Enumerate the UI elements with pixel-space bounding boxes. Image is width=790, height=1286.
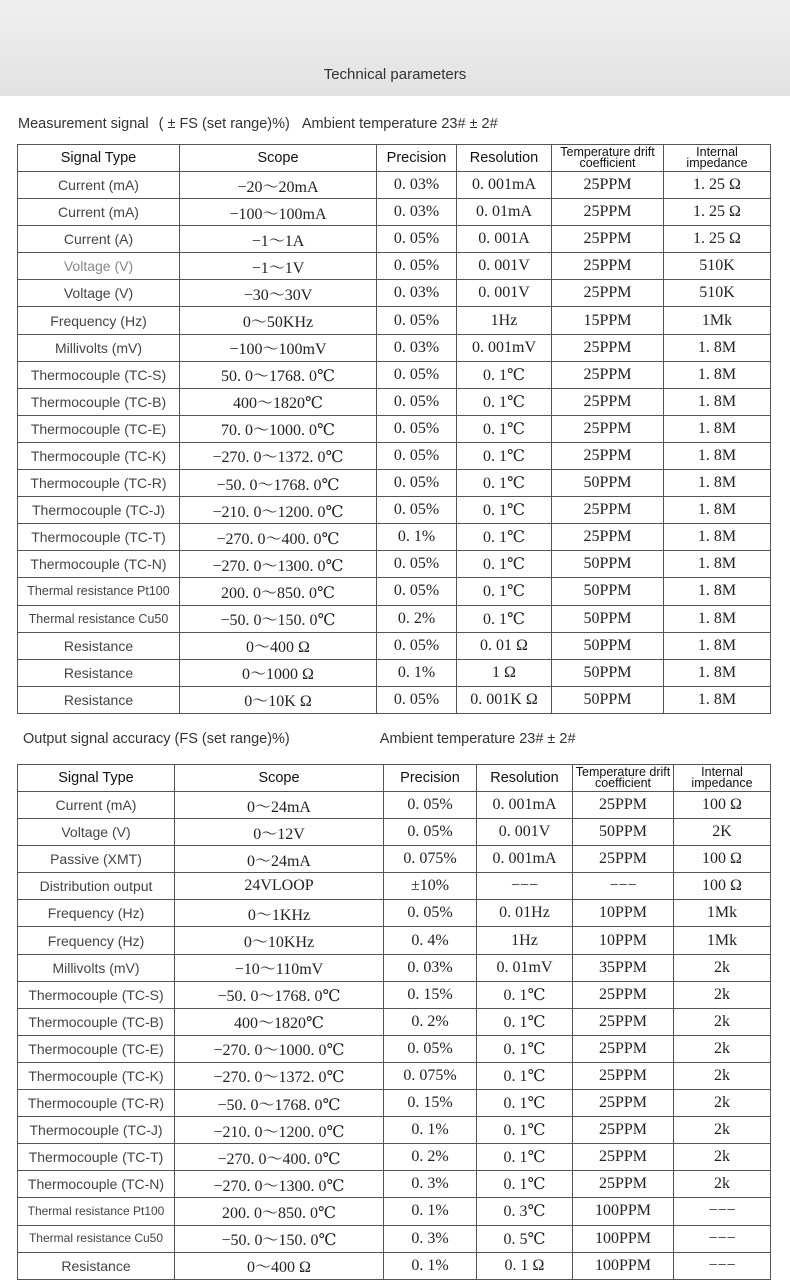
drift-cell: 35PPM	[573, 954, 674, 981]
precision-cell: 0. 3%	[384, 1171, 477, 1198]
resolution-cell: 0. 01mA	[457, 199, 552, 226]
impedance-cell: 2k	[674, 1062, 771, 1089]
resolution-cell: 0. 1℃	[477, 1035, 573, 1062]
signal-type-cell: Current (mA)	[18, 172, 180, 199]
resolution-cell: 0. 1℃	[477, 1062, 573, 1089]
resolution-cell: 0. 1℃	[457, 551, 552, 578]
measurement-caption-mid: ( ± FS (set range)%)	[158, 116, 290, 132]
signal-type-cell: Thermocouple (TC-R)	[18, 470, 180, 497]
signal-type-cell: Millivolts (mV)	[18, 334, 180, 361]
table-row	[18, 659, 771, 686]
signal-type-cell: Thermocouple (TC-K)	[18, 442, 180, 469]
resolution-cell: 0. 01Hz	[477, 900, 573, 927]
resolution-cell: 0. 1℃	[477, 1090, 573, 1117]
column-header: Precision	[384, 765, 477, 792]
resolution-cell: 0. 1℃	[457, 361, 552, 388]
table-row	[18, 442, 771, 469]
drift-cell: 25PPM	[552, 199, 664, 226]
precision-cell: 0. 1%	[377, 524, 457, 551]
table-row	[18, 524, 771, 551]
signal-type-cell: Current (mA)	[18, 792, 175, 819]
signal-type-cell: Resistance	[18, 1252, 175, 1279]
signal-type-cell: Distribution output	[18, 873, 175, 900]
table-row	[18, 792, 771, 819]
resolution-cell: 1 Ω	[457, 659, 552, 686]
table-row	[18, 226, 771, 253]
drift-cell: 25PPM	[573, 1144, 674, 1171]
drift-cell: 10PPM	[573, 927, 674, 954]
impedance-cell: 100 Ω	[674, 873, 771, 900]
precision-cell: 0. 1%	[384, 1252, 477, 1279]
drift-cell: 25PPM	[573, 792, 674, 819]
scope-cell: −270. 0～1372. 0℃	[180, 442, 377, 469]
precision-cell: 0. 1%	[384, 1117, 477, 1144]
table-row	[18, 1117, 771, 1144]
signal-type-cell: Frequency (Hz)	[18, 307, 180, 334]
scope-cell: 0～12V	[175, 819, 384, 846]
resolution-cell: 0. 1℃	[477, 981, 573, 1008]
resolution-cell: 0. 001mA	[457, 172, 552, 199]
drift-cell: 25PPM	[552, 415, 664, 442]
impedance-cell: 1. 8M	[664, 388, 771, 415]
signal-type-cell: Thermal resistance Cu50	[18, 605, 180, 632]
scope-cell: −50. 0～150. 0℃	[175, 1225, 384, 1252]
table-row	[18, 172, 771, 199]
resolution-cell: 0. 01 Ω	[457, 632, 552, 659]
signal-type-cell: Thermocouple (TC-S)	[18, 361, 180, 388]
scope-cell: 0～24mA	[175, 846, 384, 873]
drift-cell: 25PPM	[552, 388, 664, 415]
column-header: Resolution	[457, 145, 552, 172]
signal-type-cell: Thermocouple (TC-J)	[18, 497, 180, 524]
column-header: Signal Type	[18, 765, 175, 792]
resolution-cell: 0. 001mA	[477, 846, 573, 873]
drift-cell: 25PPM	[552, 253, 664, 280]
scope-cell: 200. 0～850. 0℃	[180, 578, 377, 605]
scope-cell: −210. 0～1200. 0℃	[175, 1117, 384, 1144]
resolution-cell: 0. 1℃	[457, 470, 552, 497]
signal-type-cell: Voltage (V)	[18, 819, 175, 846]
table-row	[18, 927, 771, 954]
scope-cell: −50. 0～1768. 0℃	[180, 470, 377, 497]
table-row	[18, 873, 771, 900]
column-header: Signal Type	[18, 145, 180, 172]
signal-type-cell: Thermocouple (TC-S)	[18, 981, 175, 1008]
resolution-cell: 0. 3℃	[477, 1198, 573, 1225]
resolution-cell: 0. 1℃	[457, 524, 552, 551]
impedance-cell: 1. 25 Ω	[664, 226, 771, 253]
table-row	[18, 1008, 771, 1035]
precision-cell: 0. 05%	[384, 1035, 477, 1062]
signal-type-cell: Passive (XMT)	[18, 846, 175, 873]
drift-cell: 25PPM	[573, 1062, 674, 1089]
scope-cell: −270. 0～1300. 0℃	[180, 551, 377, 578]
resolution-cell: 0. 01mV	[477, 954, 573, 981]
precision-cell: 0. 05%	[377, 253, 457, 280]
precision-cell: 0. 075%	[384, 846, 477, 873]
signal-type-cell: Resistance	[18, 686, 180, 713]
scope-cell: −1～1A	[180, 226, 377, 253]
table-header-row	[18, 765, 771, 792]
drift-cell: 25PPM	[552, 226, 664, 253]
scope-cell: 0～10K Ω	[180, 686, 377, 713]
precision-cell: 0. 15%	[384, 1090, 477, 1117]
table-row	[18, 470, 771, 497]
impedance-cell: 1. 8M	[664, 524, 771, 551]
scope-cell: 0～50KHz	[180, 307, 377, 334]
scope-cell: −50. 0～150. 0℃	[180, 605, 377, 632]
drift-cell: 25PPM	[573, 981, 674, 1008]
impedance-cell: 1. 8M	[664, 334, 771, 361]
impedance-cell: 1. 25 Ω	[664, 199, 771, 226]
drift-cell: 25PPM	[573, 846, 674, 873]
output-caption-left: Output signal accuracy (FS (set range)%)	[23, 731, 290, 747]
table-row	[18, 1090, 771, 1117]
signal-type-cell: Voltage (V)	[18, 253, 180, 280]
signal-type-cell: Thermocouple (TC-J)	[18, 1117, 175, 1144]
resolution-cell: 0. 1℃	[457, 442, 552, 469]
scope-cell: −210. 0～1200. 0℃	[180, 497, 377, 524]
drift-cell: 10PPM	[573, 900, 674, 927]
impedance-cell: 1Mk	[664, 307, 771, 334]
scope-cell: 0～10KHz	[175, 927, 384, 954]
scope-cell: 24VLOOP	[175, 873, 384, 900]
scope-cell: 70. 0～1000. 0℃	[180, 415, 377, 442]
table-row	[18, 280, 771, 307]
resolution-cell: 0. 1℃	[457, 605, 552, 632]
signal-type-cell: Current (A)	[18, 226, 180, 253]
signal-type-cell: Thermal resistance Cu50	[18, 1225, 175, 1252]
output-caption	[23, 731, 576, 747]
resolution-cell: −−−	[477, 873, 573, 900]
scope-cell: 0～1000 Ω	[180, 659, 377, 686]
signal-type-cell: Voltage (V)	[18, 280, 180, 307]
drift-cell: 50PPM	[552, 470, 664, 497]
table-row	[18, 981, 771, 1008]
scope-cell: −270. 0～1372. 0℃	[175, 1062, 384, 1089]
precision-cell: 0. 05%	[377, 686, 457, 713]
impedance-cell: 2k	[674, 954, 771, 981]
impedance-cell: 1. 8M	[664, 686, 771, 713]
impedance-cell: 1. 8M	[664, 361, 771, 388]
drift-cell: 25PPM	[573, 1117, 674, 1144]
precision-cell: 0. 05%	[377, 578, 457, 605]
scope-cell: 0～400 Ω	[175, 1252, 384, 1279]
drift-cell: 50PPM	[552, 686, 664, 713]
drift-cell: 25PPM	[573, 1171, 674, 1198]
scope-cell: 0～1KHz	[175, 900, 384, 927]
precision-cell: 0. 05%	[384, 792, 477, 819]
impedance-cell: 1. 8M	[664, 659, 771, 686]
drift-cell: 100PPM	[573, 1252, 674, 1279]
resolution-cell: 0. 1℃	[457, 578, 552, 605]
scope-cell: −100～100mA	[180, 199, 377, 226]
precision-cell: 0. 1%	[384, 1198, 477, 1225]
impedance-cell: 1. 8M	[664, 497, 771, 524]
measurement-caption-right: Ambient temperature 23# ± 2#	[301, 116, 498, 132]
impedance-cell: 2k	[674, 1171, 771, 1198]
drift-cell: 15PPM	[552, 307, 664, 334]
precision-cell: 0. 03%	[377, 172, 457, 199]
impedance-cell: 2k	[674, 1035, 771, 1062]
impedance-cell: 1Mk	[674, 927, 771, 954]
signal-type-cell: Thermocouple (TC-N)	[18, 551, 180, 578]
impedance-cell: −−−	[674, 1198, 771, 1225]
resolution-cell: 0. 1℃	[477, 1144, 573, 1171]
table-row	[18, 1225, 771, 1252]
resolution-cell: 0. 5℃	[477, 1225, 573, 1252]
drift-cell: 25PPM	[552, 280, 664, 307]
scope-cell: −270. 0～400. 0℃	[175, 1144, 384, 1171]
precision-cell: 0. 2%	[384, 1144, 477, 1171]
resolution-cell: 0. 1℃	[457, 415, 552, 442]
precision-cell: 0. 05%	[377, 551, 457, 578]
drift-cell: 50PPM	[552, 605, 664, 632]
signal-type-cell: Resistance	[18, 659, 180, 686]
signal-type-cell: Thermocouple (TC-E)	[18, 415, 180, 442]
measurement-table	[17, 144, 771, 714]
resolution-cell: 0. 1℃	[477, 1117, 573, 1144]
table-row	[18, 900, 771, 927]
precision-cell: 0. 2%	[377, 605, 457, 632]
resolution-cell: 0. 1℃	[477, 1008, 573, 1035]
precision-cell: 0. 05%	[384, 819, 477, 846]
drift-cell: 50PPM	[552, 578, 664, 605]
precision-cell: 0. 4%	[384, 927, 477, 954]
column-header: Resolution	[477, 765, 573, 792]
signal-type-cell: Thermocouple (TC-B)	[18, 1008, 175, 1035]
impedance-cell: 1Mk	[674, 900, 771, 927]
signal-type-cell: Current (mA)	[18, 199, 180, 226]
resolution-cell: 1Hz	[457, 307, 552, 334]
scope-cell: −100～100mV	[180, 334, 377, 361]
column-header: Temperature drift coefficient	[573, 765, 674, 792]
impedance-cell: 2k	[674, 981, 771, 1008]
signal-type-cell: Thermocouple (TC-R)	[18, 1090, 175, 1117]
scope-cell: 400～1820℃	[180, 388, 377, 415]
precision-cell: 0. 05%	[377, 361, 457, 388]
drift-cell: 25PPM	[573, 1090, 674, 1117]
table-row	[18, 686, 771, 713]
drift-cell: 25PPM	[552, 524, 664, 551]
signal-type-cell: Thermocouple (TC-B)	[18, 388, 180, 415]
table-row	[18, 551, 771, 578]
signal-type-cell: Frequency (Hz)	[18, 900, 175, 927]
drift-cell: 50PPM	[552, 632, 664, 659]
drift-cell: 50PPM	[552, 659, 664, 686]
drift-cell: 100PPM	[573, 1198, 674, 1225]
impedance-cell: 1. 8M	[664, 551, 771, 578]
impedance-cell: 1. 8M	[664, 470, 771, 497]
resolution-cell: 0. 001A	[457, 226, 552, 253]
table-row	[18, 846, 771, 873]
precision-cell: 0. 03%	[377, 280, 457, 307]
table-row	[18, 388, 771, 415]
precision-cell: 0. 05%	[377, 497, 457, 524]
measurement-caption	[18, 116, 498, 132]
drift-cell: 50PPM	[552, 551, 664, 578]
drift-cell: 25PPM	[552, 497, 664, 524]
output-table	[17, 764, 771, 1280]
impedance-cell: 1. 25 Ω	[664, 172, 771, 199]
impedance-cell: 2k	[674, 1090, 771, 1117]
signal-type-cell: Frequency (Hz)	[18, 927, 175, 954]
table-row	[18, 819, 771, 846]
drift-cell: 100PPM	[573, 1225, 674, 1252]
scope-cell: −50. 0～1768. 0℃	[175, 1090, 384, 1117]
scope-cell: −50. 0～1768. 0℃	[175, 981, 384, 1008]
scope-cell: −270. 0～1300. 0℃	[175, 1171, 384, 1198]
scope-cell: 400～1820℃	[175, 1008, 384, 1035]
scope-cell: −30～30V	[180, 280, 377, 307]
scope-cell: −270. 0～400. 0℃	[180, 524, 377, 551]
impedance-cell: 1. 8M	[664, 605, 771, 632]
resolution-cell: 0. 001V	[457, 253, 552, 280]
signal-type-cell: Thermocouple (TC-N)	[18, 1171, 175, 1198]
precision-cell: 0. 2%	[384, 1008, 477, 1035]
impedance-cell: 1. 8M	[664, 415, 771, 442]
precision-cell: 0. 05%	[377, 632, 457, 659]
resolution-cell: 0. 1 Ω	[477, 1252, 573, 1279]
precision-cell: 0. 03%	[384, 954, 477, 981]
resolution-cell: 0. 001K Ω	[457, 686, 552, 713]
column-header: Internal impedance	[664, 145, 771, 172]
page-title: Technical parameters	[323, 66, 467, 83]
resolution-cell: 0. 001V	[477, 819, 573, 846]
signal-type-cell: Resistance	[18, 632, 180, 659]
impedance-cell: 510K	[664, 253, 771, 280]
table-row	[18, 1062, 771, 1089]
drift-cell: −−−	[573, 873, 674, 900]
drift-cell: 25PPM	[573, 1035, 674, 1062]
resolution-cell: 0. 1℃	[477, 1171, 573, 1198]
scope-cell: 0～24mA	[175, 792, 384, 819]
table-row	[18, 334, 771, 361]
impedance-cell: 2k	[674, 1144, 771, 1171]
scope-cell: 200. 0～850. 0℃	[175, 1198, 384, 1225]
precision-cell: 0. 05%	[384, 900, 477, 927]
signal-type-cell: Thermal resistance Pt100	[18, 1198, 175, 1225]
precision-cell: 0. 05%	[377, 442, 457, 469]
table-row	[18, 307, 771, 334]
drift-cell: 25PPM	[552, 442, 664, 469]
resolution-cell: 1Hz	[477, 927, 573, 954]
column-header: Scope	[180, 145, 377, 172]
precision-cell: ±10%	[384, 873, 477, 900]
precision-cell: 0. 05%	[377, 226, 457, 253]
impedance-cell: 2k	[674, 1008, 771, 1035]
drift-cell: 25PPM	[552, 334, 664, 361]
precision-cell: 0. 03%	[377, 334, 457, 361]
column-header: Internal impedance	[674, 765, 771, 792]
table-row	[18, 1035, 771, 1062]
table-row	[18, 253, 771, 280]
header-banner	[0, 0, 790, 96]
precision-cell: 0. 075%	[384, 1062, 477, 1089]
scope-cell: 0～400 Ω	[180, 632, 377, 659]
signal-type-cell: Thermocouple (TC-T)	[18, 524, 180, 551]
table-row	[18, 1144, 771, 1171]
table-row	[18, 954, 771, 981]
signal-type-cell: Thermal resistance Pt100	[18, 578, 180, 605]
impedance-cell: −−−	[674, 1252, 771, 1279]
impedance-cell: 2k	[674, 1117, 771, 1144]
impedance-cell: 1. 8M	[664, 632, 771, 659]
impedance-cell: 1. 8M	[664, 578, 771, 605]
impedance-cell: 510K	[664, 280, 771, 307]
resolution-cell: 0. 001mV	[457, 334, 552, 361]
table-row	[18, 632, 771, 659]
table-row	[18, 497, 771, 524]
precision-cell: 0. 1%	[377, 659, 457, 686]
drift-cell: 25PPM	[552, 172, 664, 199]
table-row	[18, 361, 771, 388]
resolution-cell: 0. 001V	[457, 280, 552, 307]
signal-type-cell: Thermocouple (TC-E)	[18, 1035, 175, 1062]
drift-cell: 25PPM	[552, 361, 664, 388]
scope-cell: −10～110mV	[175, 954, 384, 981]
precision-cell: 0. 05%	[377, 415, 457, 442]
impedance-cell: 2K	[674, 819, 771, 846]
scope-cell: −20～20mA	[180, 172, 377, 199]
table-row	[18, 199, 771, 226]
impedance-cell: 100 Ω	[674, 846, 771, 873]
column-header: Precision	[377, 145, 457, 172]
scope-cell: −270. 0～1000. 0℃	[175, 1035, 384, 1062]
scope-cell: −1～1V	[180, 253, 377, 280]
impedance-cell: −−−	[674, 1225, 771, 1252]
scope-cell: 50. 0～1768. 0℃	[180, 361, 377, 388]
table-row	[18, 605, 771, 632]
measurement-caption-left: Measurement signal	[18, 116, 149, 132]
resolution-cell: 0. 001mA	[477, 792, 573, 819]
drift-cell: 25PPM	[573, 1008, 674, 1035]
precision-cell: 0. 3%	[384, 1225, 477, 1252]
signal-type-cell: Thermocouple (TC-K)	[18, 1062, 175, 1089]
table-row	[18, 1252, 771, 1279]
precision-cell: 0. 03%	[377, 199, 457, 226]
signal-type-cell: Thermocouple (TC-T)	[18, 1144, 175, 1171]
table-row	[18, 415, 771, 442]
table-row	[18, 578, 771, 605]
drift-cell: 50PPM	[573, 819, 674, 846]
table-row	[18, 1171, 771, 1198]
column-header: Temperature drift coefficient	[552, 145, 664, 172]
column-header: Scope	[175, 765, 384, 792]
precision-cell: 0. 15%	[384, 981, 477, 1008]
output-caption-right: Ambient temperature 23# ± 2#	[379, 731, 576, 747]
impedance-cell: 1. 8M	[664, 442, 771, 469]
table-header-row	[18, 145, 771, 172]
signal-type-cell: Millivolts (mV)	[18, 954, 175, 981]
impedance-cell: 100 Ω	[674, 792, 771, 819]
table-row	[18, 1198, 771, 1225]
resolution-cell: 0. 1℃	[457, 497, 552, 524]
precision-cell: 0. 05%	[377, 470, 457, 497]
precision-cell: 0. 05%	[377, 388, 457, 415]
precision-cell: 0. 05%	[377, 307, 457, 334]
resolution-cell: 0. 1℃	[457, 388, 552, 415]
